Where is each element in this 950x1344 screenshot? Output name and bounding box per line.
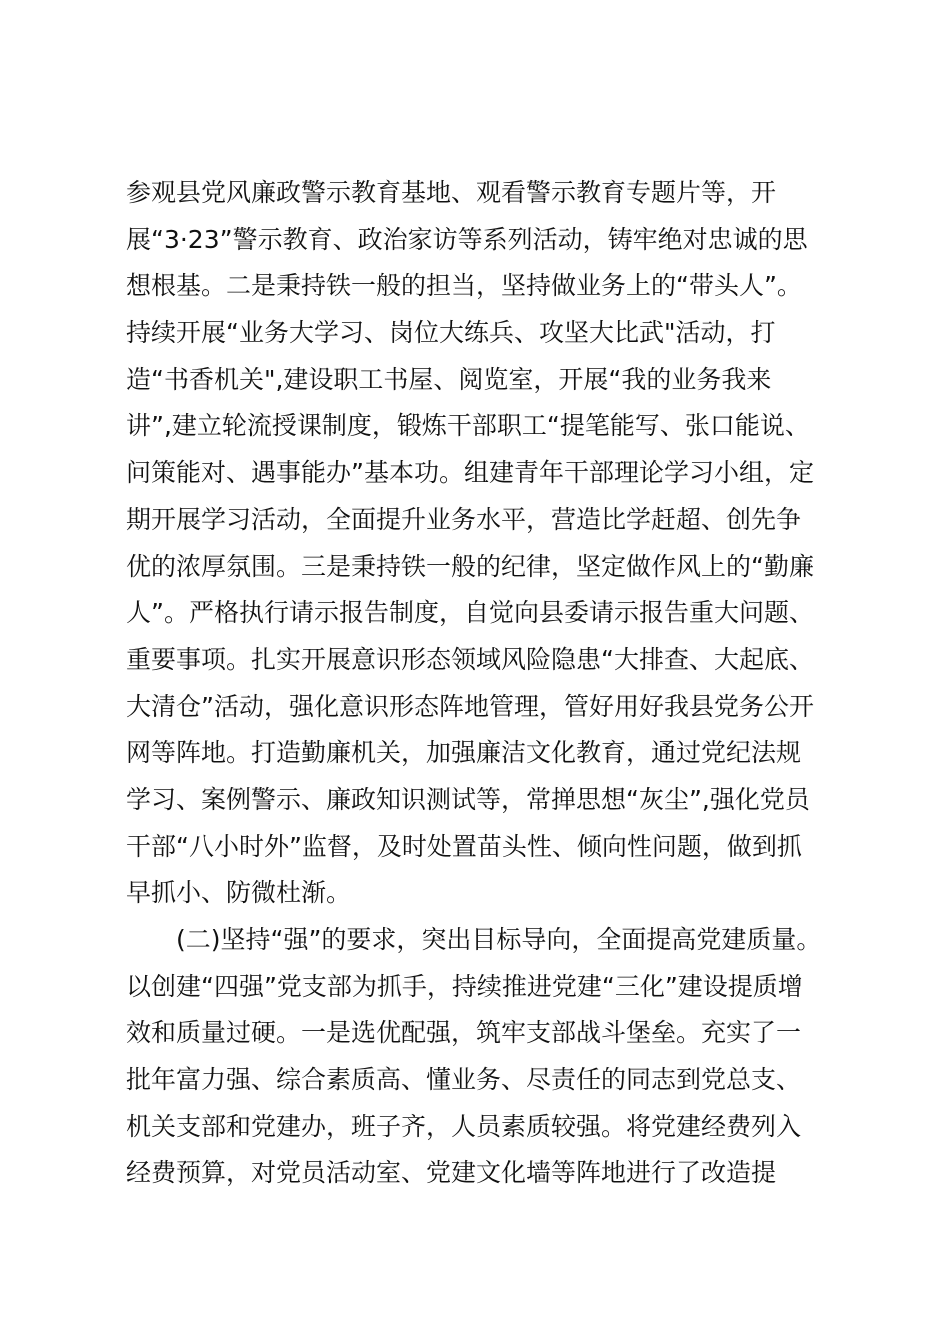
text-line: 早抓小、防微杜渐。 (126, 878, 352, 908)
text-line: 大清仓”活动，强化意识形态阵地管理，管好用好我县党务公开 (126, 691, 814, 721)
text-line: 造“书香机关",建设职工书屋、阅览室，开展“我的业务我来 (126, 364, 772, 394)
text-line: 机关支部和党建办，班子齐，人员素质较强。将党建经费列入 (126, 1111, 802, 1141)
text-line: 讲”,建立轮流授课制度，锻炼干部职工“提笔能写、张口能说、 (126, 411, 810, 441)
text-line: 想根基。二是秉持铁一般的担当，坚持做业务上的“带头人”。 (126, 271, 802, 301)
text-line: 批年富力强、综合素质高、懂业务、尽责任的同志到党总支、 (126, 1065, 802, 1095)
text-line: 经费预算，对党员活动室、党建文化墙等阵地进行了改造提 (126, 1158, 777, 1188)
text-line: 重要事项。扎实开展意识形态领域风险隐患“大排查、大起底、 (126, 644, 814, 674)
text-line: 展“3·23”警示教育、政治家访等系列活动，铸牢绝对忠诚的思 (126, 224, 808, 254)
section-heading-line: (二)坚持“强”的要求，突出目标导向，全面提高党建质量。 (176, 925, 822, 954)
text-line: 问策能对、遇事能办”基本功。组建青年干部理论学习小组，定 (126, 458, 814, 488)
text-line: 期开展学习活动，全面提升业务水平，营造比学赶超、创先争 (126, 504, 802, 534)
text-line: 网等阵地。打造勤廉机关，加强廉洁文化教育，通过党纪法规 (126, 738, 802, 768)
text-line: 优的浓厚氛围。三是秉持铁一般的纪律，坚定做作风上的“勤廉 (126, 551, 814, 581)
text-line: 持续开展“业务大学习、岗位大练兵、攻坚大比武"活动，打 (126, 318, 776, 348)
text-line: 学习、案例警示、廉政知识测试等，常掸思想“灰尘”,强化党员 (126, 784, 810, 814)
text-line: 干部“八小时外”监督，及时处置苗头性、倾向性问题，做到抓 (126, 831, 802, 861)
body-text (126, 170, 846, 1197)
text-line: 参观县党风廉政警示教育基地、观看警示教育专题片等，开 (126, 178, 777, 207)
text-line: 效和质量过硬。一是选优配强，筑牢支部战斗堡垒。充实了一 (126, 1018, 802, 1048)
text-line: 以创建“四强”党支部为抓手，持续推进党建“三化”建设提质增 (126, 971, 803, 1001)
text-line: 人”。严格执行请示报告制度，自觉向县委请示报告重大问题、 (126, 598, 814, 628)
